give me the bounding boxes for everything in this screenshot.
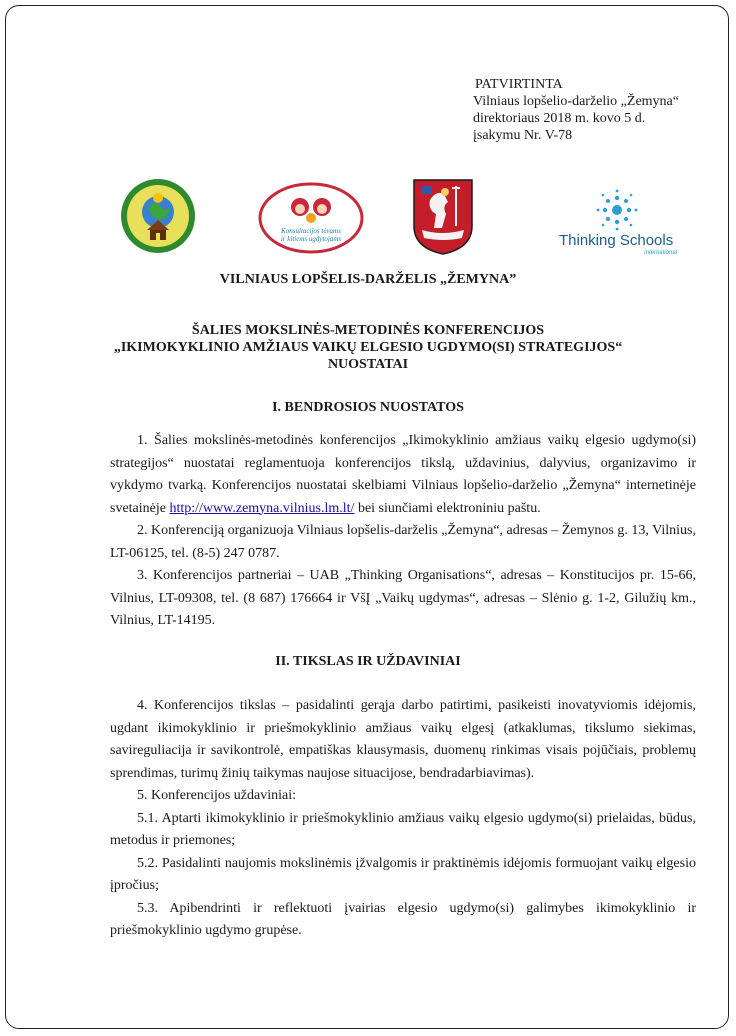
section-2-body	[110, 695, 696, 943]
vilnius-coat-of-arms-icon	[412, 178, 474, 256]
paragraph-4: 4. Konferencijos tikslas – pasidalinti gerąja darbo patirtimi, pasikeisti inovatyviomis idėjomis, ugdant ikimokyklinio ir priešmokyklinio amžiaus vaikų elgesį (atkaklumas, tikslumo siekimas, savireguliacija ir savikontrolė, empatiškas klausymasis, duomenų rinkimas visais pojūčiais, problemų sprendimas, turimų žinių taikymas naujose situacijose, bendradarbiavimas).	[110, 698, 696, 781]
paragraph-5-1: 5.1. Aptarti ikimokyklinio ir priešmokyklinio amžiaus vaikų elgesio ugdymo(si) prielaidas, būdus, metodus ir priemones;	[110, 810, 696, 848]
approval-line: Vilniaus lopšelio-darželio „Žemyna“	[473, 94, 679, 109]
section-1-body	[110, 430, 696, 633]
approval-line: įsakymu Nr. V-78	[473, 128, 573, 143]
thinking-schools-subtext: international	[644, 250, 677, 256]
thinking-schools-logo-icon	[556, 186, 682, 256]
partner-logo-text: ir kitiems ugdytojams	[280, 235, 342, 243]
title-line: NUOSTATAI	[327, 357, 409, 372]
document-title	[0, 322, 736, 373]
paragraph-5-3: 5.3. Apibendrinti ir reflektuoti įvairias elgesio ugdymo(si) galimybes ikimokyklinio ir priešmokyklinio ugdymo grupėse.	[110, 900, 696, 938]
paragraph-5-2: 5.2. Pasidalinti naujomis mokslinėmis įžvalgomis ir praktinėmis idėjomis formuojant vaikų elgesio įpročius;	[110, 855, 696, 893]
paragraph-1	[110, 430, 696, 520]
title-line: „IKIMOKYKLINIO AMŽIAUS VAIKŲ ELGESIO UGDYMO(SI) STRATEGIJOS“	[113, 340, 623, 355]
paragraph-5: 5. Konferencijos uždaviniai:	[137, 788, 297, 803]
approval-line: PATVIRTINTA	[475, 77, 563, 92]
website-link[interactable]: http://www.zemyna.vilnius.lm.lt/	[169, 500, 355, 516]
paragraph-1-text-end: bei siunčiami elektroniniu paštu.	[354, 500, 541, 516]
paragraph-3: 3. Konferencijos partneriai – UAB „Thinking Organisations“, adresas – Konstitucijos pr. 15-66, Vilnius, LT-09308, tel. (8 687) 176664 ir VšĮ „Vaikų ugdymas“, adresas – Slėnio g. 1-2, Gilužių km., Vilnius, LT-14195.	[110, 568, 696, 628]
thinking-schools-text: Thinking Schools	[559, 232, 674, 249]
paragraph-2: 2. Konferenciją organizuoja Vilniaus lopšelis-darželis „Žemyna“, adresas – Žemynos g. 13, Vilnius, LT-06125, tel. (8-5) 247 0787.	[110, 523, 696, 561]
section-1-heading: I. BENDROSIOS NUOSTATOS	[272, 400, 464, 415]
vaiku-ugdymas-logo-icon	[258, 182, 364, 254]
title-line: ŠALIES MOKSLINĖS-METODINĖS KONFERENCIJOS	[191, 323, 545, 338]
partner-logo-text: Konsultacijos tėvams	[281, 227, 341, 235]
approval-line: direktoriaus 2018 m. kovo 5 d.	[473, 111, 646, 126]
section-2-heading: II. TIKSLAS IR UŽDAVINIAI	[275, 654, 461, 669]
approval-block	[473, 76, 679, 144]
zemyna-logo-icon	[120, 178, 196, 254]
school-name: VILNIAUS LOPŠELIS-DARŽELIS „ŽEMYNA”	[219, 272, 517, 287]
paragraph-1-text: 1. Šalies mokslinės-metodinės konferencijos „Ikimokyklinio amžiaus vaikų elgesio ugdymo(si) strategijos“ nuostatai reglamentuoja konferencijos tikslą, uždavinius, dalyvius, organizavimo ir vykdymo tvarką. Konferencijos nuostatai skelbiami Vilniaus lopšelio-darželio „Žemyna“ internetinėje svetainėje	[110, 433, 696, 516]
logos-row	[0, 170, 736, 260]
